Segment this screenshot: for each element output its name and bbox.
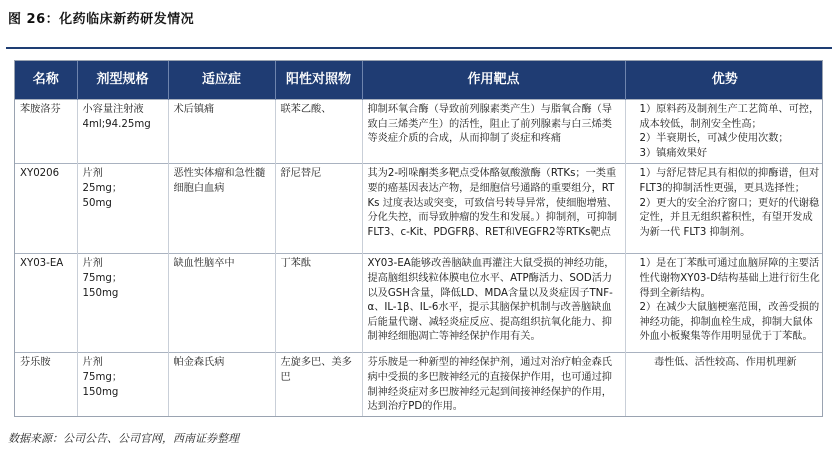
dosage-cell-line: 150mg	[82, 287, 119, 299]
target-cell-line: 其为2-吲哚酮类多靶点受体酪氨酸激酶（RTKs；一类重要的癌基因表达产物，是细胞信号通路的重要组分，RTKs 过度表达或突变，可致信号转导异常，使细胞增殖、分化失控，而导致肿瘤的发生和发展。）抑制剂，可抑制FLT3、c-Kit、PDGFRβ、RET和VEGFR2等RTKs靶点	[367, 168, 618, 238]
advantages-cell	[625, 164, 823, 254]
advantages-cell	[625, 254, 823, 353]
target-cell-line: XY03-EA能够改善脑缺血再灌注大鼠受损的神经功能，提高脑组织线粒体膜电位水平、ATP酶活力、SOD活力以及GSH含量，降低LD、MDA含量以及炎症因子TNF-α、IL-1β、IL-6水平，提示其脑保护机制与改善脑缺血后能量代谢、减轻炎症反应、提高组织抗氧化能力、抑制神经细胞凋亡等神经保护作用有关。	[367, 258, 615, 343]
dosage-cell-line: 150mg	[82, 386, 119, 398]
target-cell	[362, 254, 625, 353]
control-cell-line: 左旋多巴、美多巴	[280, 357, 352, 383]
drug-name-cell-line: 芬乐胺	[20, 357, 51, 369]
dosage-cell-line: 片剂	[82, 168, 103, 180]
control-cell-line: 丁苯酞	[280, 258, 312, 270]
header-row	[15, 61, 823, 100]
dosage-cell-line: 25mg；	[82, 182, 123, 194]
advantage-item: 2）在减少大鼠脑梗塞范围，改善受损的神经功能，抑制血栓生成，抑制大鼠体外血小板聚集等作用明显优于丁苯酞。	[639, 302, 820, 343]
drug-name-cell	[15, 100, 77, 164]
table-row	[15, 164, 823, 254]
advantage-item: 毒性低、活性较高、作用机理新	[653, 357, 797, 369]
header-advantages: 优势	[625, 61, 823, 100]
advantage-item: 2）半衰期长，可减少使用次数；	[639, 133, 789, 145]
indication-cell	[168, 353, 275, 417]
advantage-item: 1）与舒尼替尼具有相似的抑酶谱，但对FLT3的抑制活性更强，更具选择性；	[639, 168, 820, 194]
advantage-item: 3）镇痛效果好	[639, 147, 708, 159]
target-cell-line: 芬乐胺是一种新型的神经保护剂，通过对治疗帕金森氏病中受损的多巴胺神经元的直接保护作用，也可通过抑制神经炎症对多巴胺神经元起到间接神经保护的作用，达到治疗PD的作用。	[367, 357, 612, 413]
target-cell	[362, 164, 625, 254]
dosage-cell	[77, 164, 168, 254]
header-dosage: 剂型规格	[77, 61, 168, 100]
dosage-cell	[77, 100, 168, 164]
drug-table	[15, 61, 823, 417]
drug-name-cell-line: XY03-EA	[20, 258, 64, 270]
header-name: 名称	[15, 61, 77, 100]
dosage-cell-line: 4ml;94.25mg	[82, 118, 151, 130]
control-cell-line: 联苯乙酸、	[280, 104, 332, 115]
table-row	[15, 353, 823, 417]
drug-name-cell-line: XY0206	[20, 168, 60, 180]
drug-name-cell	[15, 353, 77, 417]
drug-name-cell	[15, 254, 77, 353]
title-divider	[6, 47, 832, 49]
drug-name-cell	[15, 164, 77, 254]
dosage-cell-line: 50mg	[82, 197, 112, 209]
header-indication: 适应症	[168, 61, 275, 100]
dosage-cell	[77, 254, 168, 353]
dosage-cell-line: 75mg；	[82, 272, 123, 284]
source-note: 数据来源：公司公告、公司官网，西南证券整理	[8, 432, 239, 445]
indication-cell	[168, 164, 275, 254]
drug-name-cell-line: 苯胺洛芬	[20, 104, 61, 115]
table-row	[15, 100, 823, 164]
table-row	[15, 254, 823, 353]
indication-cell	[168, 254, 275, 353]
dosage-cell-line: 小容量注射液	[82, 104, 144, 115]
advantage-item: 1）原料药及制剂生产工艺简单、可控，成本较低，制剂安全性高；	[639, 104, 820, 130]
header-target: 作用靶点	[362, 61, 625, 100]
advantages-cell	[625, 100, 823, 164]
dosage-cell-line: 75mg；	[82, 371, 123, 383]
advantages-cell	[625, 353, 823, 417]
header-control: 阳性对照物	[275, 61, 362, 100]
dosage-cell-line: 片剂	[82, 357, 103, 369]
dosage-cell-line: 片剂	[82, 258, 103, 270]
control-cell	[275, 254, 362, 353]
drug-pipeline-table	[14, 60, 823, 417]
control-cell	[275, 353, 362, 417]
dosage-cell	[77, 353, 168, 417]
target-cell	[362, 353, 625, 417]
target-cell	[362, 100, 625, 164]
control-cell	[275, 100, 362, 164]
control-cell-line: 舒尼替尼	[280, 168, 322, 180]
indication-cell-line: 帕金森氏病	[173, 357, 225, 369]
control-cell	[275, 164, 362, 254]
indication-cell-line: 缺血性脑卒中	[173, 258, 235, 270]
advantage-item: 1）是在丁苯酞可通过血脑屏障的主要活性代谢物XY03-D结构基础上进行衍生化得到全新结构。	[639, 258, 820, 299]
figure-title: 图 26：化药临床新药研发情况	[8, 12, 195, 27]
advantage-item: 2）更大的安全治疗窗口；更好的代谢稳定性，并且无组织蓄积性，有望开发成为新一代 FLT3 抑制剂。	[639, 197, 820, 238]
indication-cell-line: 恶性实体瘤和急性髓细胞白血病	[173, 168, 266, 194]
target-cell-line: 抑制环氧合酶（导致前列腺素类产生）与脂氧合酶（导致白三烯类产生）的活性，阻止了前列腺素与白三烯类等炎症介质的合成，从而抑制了炎症和疼痛	[367, 104, 612, 145]
indication-cell	[168, 100, 275, 164]
indication-cell-line: 术后镇痛	[173, 104, 215, 115]
